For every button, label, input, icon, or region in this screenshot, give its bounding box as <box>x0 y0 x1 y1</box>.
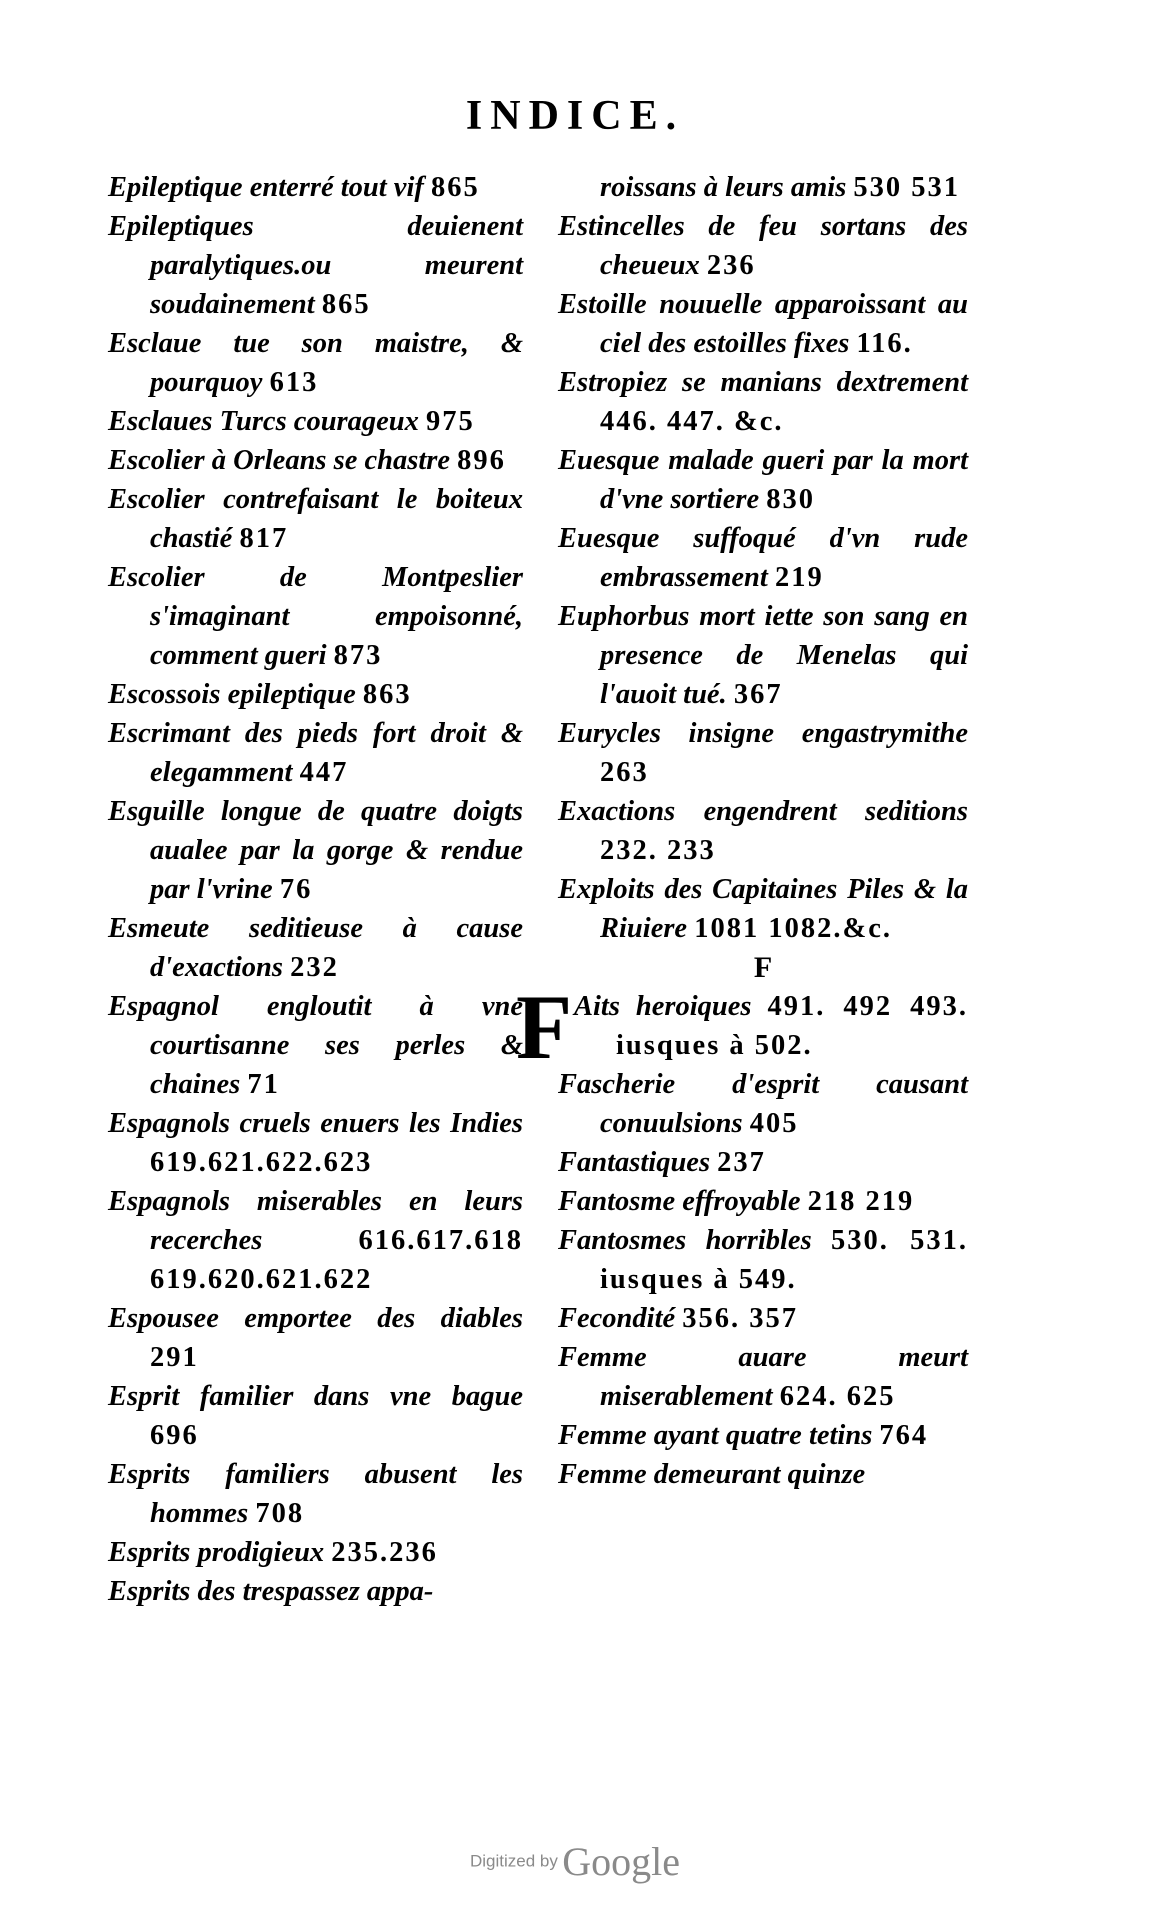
index-entry: Fascherie d'esprit causant conuulsions 405 <box>558 1069 968 1139</box>
index-entry: Fecondité 356. 357 <box>558 1303 799 1334</box>
index-entry: Fantosme effroyable 218 219 <box>558 1186 915 1217</box>
index-entry: Esguille longue de quatre doigts aualee par la gorge & rendue par l'vrine 76 <box>108 796 523 905</box>
index-entry: Esprits des trespassez appa- <box>108 1576 434 1607</box>
index-entry: Esclaue tue son maistre, & pourquoy 613 <box>108 328 523 398</box>
index-entry: Femme ayant quatre tetins 764 <box>558 1420 929 1451</box>
index-entry: Esprits familiers abusent les hommes 708 <box>108 1459 523 1529</box>
index-entry: Femme demeurant quinze <box>558 1459 866 1490</box>
index-entry: Euesque suffoqué d'vn rude embrassement 219 <box>558 523 968 593</box>
index-entry: Femme auare meurt miserablement 624. 625 <box>558 1342 968 1412</box>
index-entry: Euphorbus mort iette son sang en presence de Menelas qui l'auoit tué. 367 <box>558 601 968 710</box>
index-entry: Epileptique enterré tout vif 865 <box>108 172 480 203</box>
digitized-watermark: Digitized by Google <box>469 1839 681 1884</box>
index-entry: Epileptiques deuienent paralytiques.ou meurent soudainement 865 <box>108 211 523 320</box>
index-entry: Estropiez se manians dextrement 446. 447. &c. <box>558 367 968 437</box>
index-entry: Fantastiques 237 <box>558 1147 766 1178</box>
index-entry: Esprits prodigieux 235.236 <box>108 1537 438 1568</box>
index-column-left <box>108 168 523 1611</box>
index-entry: Escrimant des pieds fort droit & elegamment 447 <box>108 718 523 788</box>
page-title: INDICE. <box>465 93 685 139</box>
index-entry: Exploits des Capitaines Piles & la Riuiere 1081 1082.&c. <box>558 874 968 944</box>
index-entry: Esprit familier dans vne bague 696 <box>108 1381 523 1451</box>
index-entry-dropcap: F Aits heroiques 491. 492 493. iusques à 502. <box>516 976 969 1078</box>
index-entry: Esclaues Turcs courageux 975 <box>108 406 475 437</box>
index-entry: Escolier contrefaisant le boiteux chastié 817 <box>108 484 523 554</box>
index-entry: Espagnol engloutit à vne courtisanne ses perles & chaines 71 <box>108 991 523 1100</box>
index-entry: Esmeute seditieuse à cause d'exactions 232 <box>108 913 523 983</box>
index-entry: Estincelles de feu sortans des cheueux 236 <box>558 211 968 281</box>
index-entry: Escolier de Montpeslier s'imaginant empoisonné, comment gueri 873 <box>108 562 523 671</box>
index-entry: Eurycles insigne engastrymithe 263 <box>558 718 968 788</box>
index-entry: Fantosmes horribles 530. 531. iusques à 549. <box>558 1225 969 1295</box>
index-entry: Espagnols miserables en leurs recerches 616.617.618 619.620.621.622 <box>108 1186 523 1295</box>
index-entry: Escolier à Orleans se chastre 896 <box>108 445 506 476</box>
index-entry: Estoille nouuelle apparoissant au ciel des estoilles fixes 116. <box>558 289 968 359</box>
index-entry: Exactions engendrent seditions 232. 233 <box>558 796 968 866</box>
index-entry-continued: roissans à leurs amis 530 531 <box>600 172 961 203</box>
index-entry: Espousee emportee des diables 291 <box>108 1303 523 1373</box>
section-letter: F <box>753 951 773 984</box>
index-entry: Euesque malade gueri par la mort d'vne sortiere 830 <box>558 445 968 515</box>
google-logo-text: Google <box>562 1839 681 1884</box>
drop-cap: F <box>516 976 573 1078</box>
index-column-right <box>516 168 969 1494</box>
index-entry: Espagnols cruels enuers les Indies 619.621.622.623 <box>108 1108 523 1178</box>
index-entry: Escossois epileptique 863 <box>108 679 412 710</box>
